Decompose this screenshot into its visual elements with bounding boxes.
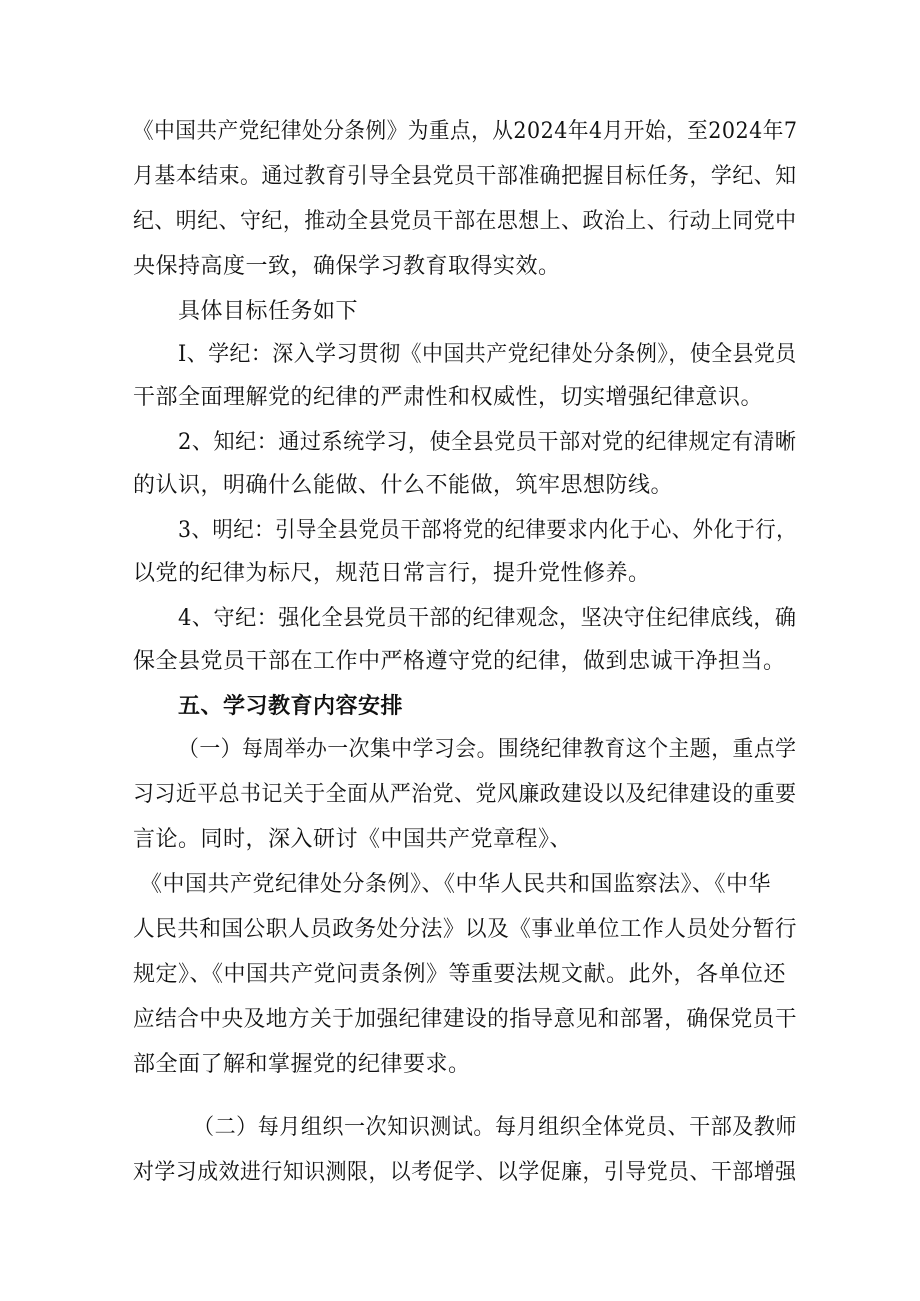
text-line: 的认识，明确什么能做、什么不能做，筑牢思想防线。 <box>133 473 674 498</box>
text-line: 人民共和国公职人员政务处分法》以及《事业单位工作人员处分暂行 <box>133 917 798 942</box>
text-line: 保全县党员干部在工作中严格遵守党的纪律，做到忠诚干净担当。 <box>133 649 786 674</box>
text-line: I、学纪：深入学习贯彻《中国共产党纪律处分条例》，使全县党员 <box>178 342 797 367</box>
text-line: 3、明纪：引导全县党员干部将党的纪律要求内化于心、外化于行， <box>178 518 797 543</box>
text-line: （一）每周举办一次集中学习会。围绕纪律教育这个主题，重点学 <box>178 737 797 762</box>
text-line: 月基本结束。通过教育引导全县党员干部准确把握目标任务，学纪、知 <box>133 164 797 189</box>
text-line: 2、知纪：通过系统学习，使全县党员干部对党的纪律规定有清晰 <box>178 430 797 455</box>
text-line: 部全面了解和掌握党的纪律要求。 <box>133 1052 471 1077</box>
text-line: 习习近平总书记关于全面从严治党、党风廉政建设以及纪律建设的重要 <box>133 782 797 807</box>
text-line: 应结合中央及地方关于加强纪律建设的指导意见和部署，确保党员干 <box>133 1007 798 1032</box>
text-line: 《中国共产党纪律处分条例》为重点，从2024年4月开始，至2024年7 <box>133 119 798 144</box>
text-line: 规定》、《中国共产党问责条例》等重要法规文献。此外，各单位还 <box>133 962 787 987</box>
text-line: 《中国共产党纪律处分条例》、《中华人民共和国监察法》、《中华 <box>140 872 772 897</box>
text-line: 4、守纪：强化全县党员干部的纪律观念，坚决守住纪律底线，确 <box>178 606 797 631</box>
text-line: 纪、明纪、守纪，推动全县党员干部在思想上、政治上、行动上同党中 <box>133 209 797 234</box>
section-heading: 五、学习教育内容安排 <box>178 694 404 719</box>
text-line: 央保持高度一致，确保学习教育取得实效。 <box>133 254 561 279</box>
text-line: 言论。同时，深入研讨《中国共产党章程》、 <box>133 827 573 852</box>
text-line: 以党的纪律为标尺，规范日常言行，提升党性修养。 <box>133 561 651 586</box>
text-line: 对学习成效进行知识测限，以考促学、以学促廉，引导党员、干部增强 <box>133 1160 797 1185</box>
section-intro: 具体目标任务如下 <box>178 299 359 324</box>
text-line: （二）每月组织一次知识测试。每月组织全体党员、干部及教师 <box>193 1115 797 1140</box>
text-line: 干部全面理解党的纪律的严肃性和权威性，切实增强纪律意识。 <box>133 385 764 410</box>
